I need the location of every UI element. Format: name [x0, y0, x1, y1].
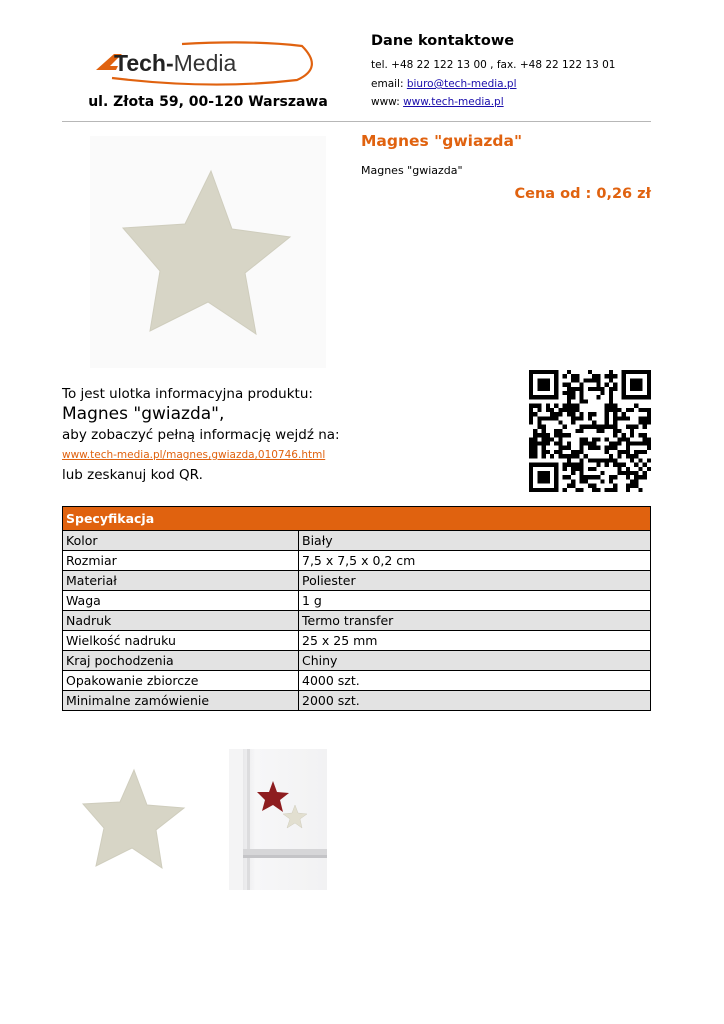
info-product-name: Magnes "gwiazda", — [62, 404, 225, 424]
spec-value: 2000 szt. — [299, 691, 651, 711]
product-link[interactable]: www.tech-media.pl/magnes,gwiazda,010746.html — [62, 449, 326, 461]
contact-title: Dane kontaktowe — [371, 33, 515, 49]
spec-value: Poliester — [299, 571, 651, 591]
spec-value: 25 x 25 mm — [299, 631, 651, 651]
spec-label: Nadruk — [63, 611, 299, 631]
star-icon — [123, 171, 290, 334]
spec-value: 1 g — [299, 591, 651, 611]
spec-label: Kolor — [63, 531, 299, 551]
spec-row — [63, 551, 651, 571]
company-address: ul. Złota 59, 00-120 Warszawa — [88, 94, 328, 110]
www-label: www: — [371, 96, 404, 108]
header-divider — [62, 121, 651, 122]
info-scan-text: lub zeskanuj kod QR. — [62, 467, 203, 483]
price: Cena od : 0,26 zł — [514, 186, 651, 202]
star-icon — [83, 770, 184, 868]
specification-table — [62, 506, 651, 711]
spec-row — [63, 571, 651, 591]
product-photo-star — [90, 136, 326, 368]
thumbnail-star[interactable] — [68, 760, 198, 890]
spec-label: Waga — [63, 591, 299, 611]
spec-row — [63, 591, 651, 611]
product-title: Magnes "gwiazda" — [361, 132, 523, 150]
spec-value: Chiny — [299, 651, 651, 671]
spec-header: Specyfikacja — [63, 507, 651, 531]
spec-row — [63, 671, 651, 691]
spec-value: 7,5 x 7,5 x 0,2 cm — [299, 551, 651, 571]
spec-value: Termo transfer — [299, 611, 651, 631]
tech-media-logo — [92, 40, 320, 90]
spec-label: Opakowanie zbiorcze — [63, 671, 299, 691]
spec-value: 4000 szt. — [299, 671, 651, 691]
spec-label: Materiał — [63, 571, 299, 591]
qr-code[interactable] — [529, 370, 651, 492]
www-link[interactable]: www.tech-media.pl — [403, 96, 504, 108]
email-link[interactable]: biuro@tech-media.pl — [406, 78, 517, 90]
email-label: email: — [371, 78, 407, 90]
phone-fax-line: tel. +48 22 122 13 00 , fax. +48 22 122 13 01 — [371, 59, 616, 71]
spec-row — [63, 631, 651, 651]
email-line — [371, 78, 517, 90]
spec-row — [63, 531, 651, 551]
info-visit-text: aby zobaczyć pełną informację wejdź na: — [62, 427, 340, 443]
info-intro: To jest ulotka informacyjna produktu: — [62, 386, 313, 402]
spec-value: Biały — [299, 531, 651, 551]
spec-row — [63, 691, 651, 711]
svg-text:Tech-Media — [114, 50, 236, 76]
spec-row — [63, 651, 651, 671]
spec-label: Rozmiar — [63, 551, 299, 571]
spec-label: Minimalne zamówienie — [63, 691, 299, 711]
spec-label: Kraj pochodzenia — [63, 651, 299, 671]
logo-text-tech: Tech- — [114, 50, 174, 76]
spec-label: Wielkość nadruku — [63, 631, 299, 651]
thumbnail-fridge-magnets[interactable] — [229, 749, 327, 890]
spec-row — [63, 611, 651, 631]
www-line — [371, 96, 504, 108]
product-subtitle: Magnes "gwiazda" — [361, 164, 463, 177]
logo-text-media: Media — [173, 50, 237, 76]
